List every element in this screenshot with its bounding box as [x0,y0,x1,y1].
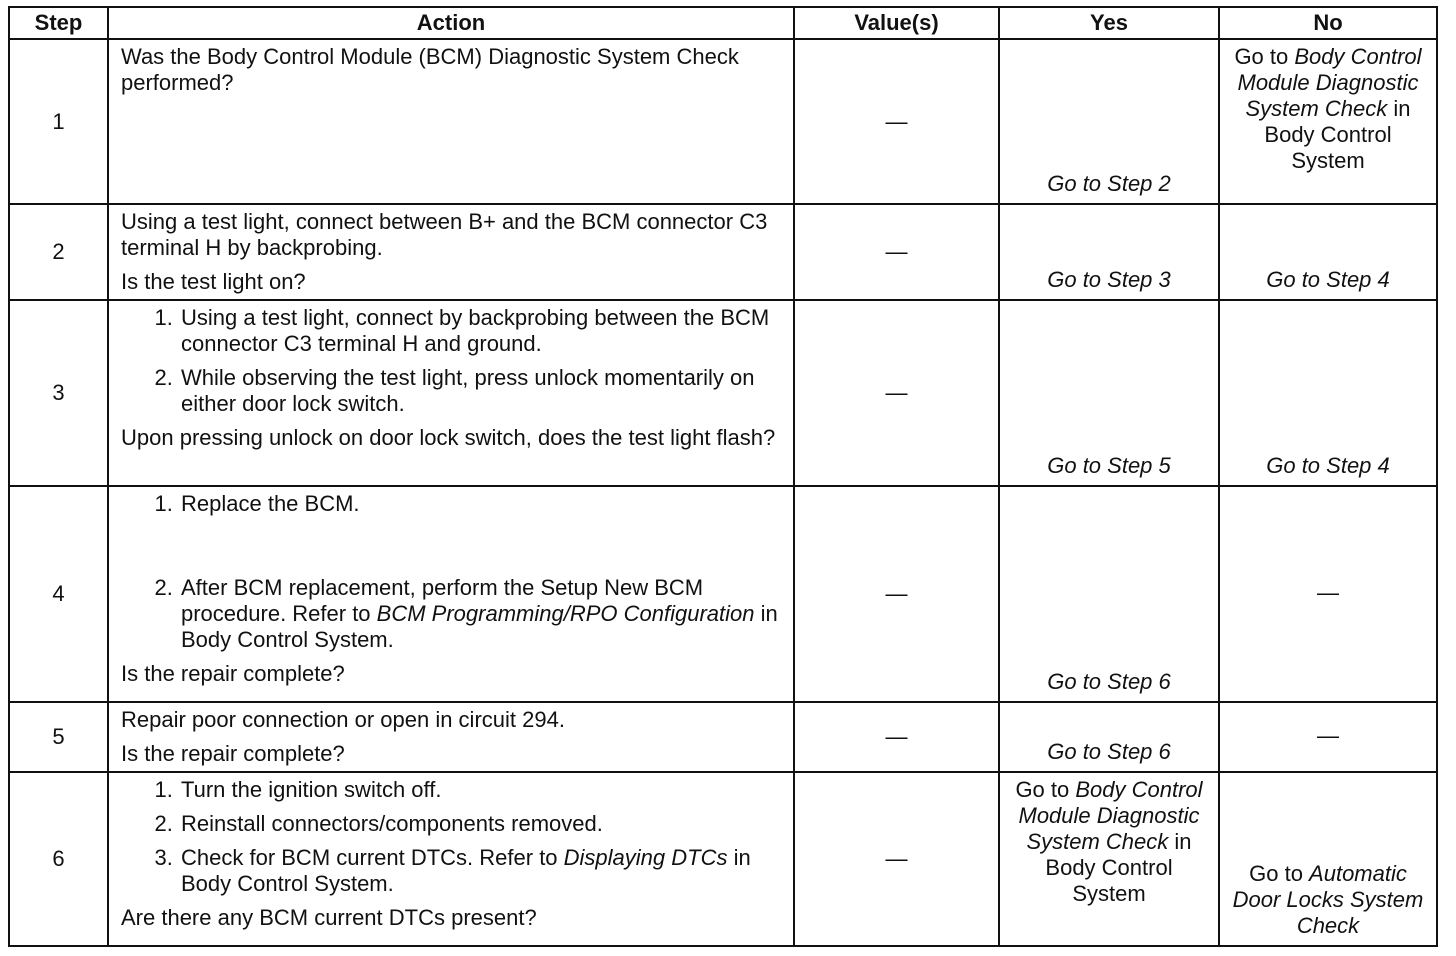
value-cell: — [794,204,999,300]
header-no: No [1219,7,1437,39]
yes-link[interactable]: Go to Step 6 [1047,669,1171,694]
list-item: 1. Replace the BCM. [179,491,783,517]
list-item [179,845,783,897]
action-question: Is the repair complete? [121,741,345,766]
header-action: Action [108,7,794,39]
table-row [9,204,1437,300]
yes-cell [999,300,1219,486]
step-number: 5 [9,702,108,772]
table-row [9,772,1437,946]
yes-link[interactable]: Body Control Module Diagnostic System Check [1018,777,1203,854]
item-suffix: in Body Control System. [181,601,778,652]
yes-suffix: in Body Control System [1045,829,1192,906]
yes-cell [999,486,1219,702]
no-prefix: Go to [1249,861,1310,886]
action-text: Using a test light, connect between B+ and the BCM connector C3 terminal H by backprobing. [121,209,768,260]
no-link[interactable]: Go to Step 4 [1266,453,1390,478]
yes-link[interactable]: Go to Step 3 [1047,267,1171,292]
yes-cell [999,204,1219,300]
yes-cell [999,772,1219,946]
value-cell: — [794,486,999,702]
no-cell [1219,204,1437,300]
action-cell [108,204,794,300]
value-cell: — [794,300,999,486]
no-cell: — [1219,486,1437,702]
yes-link[interactable]: Go to Step 5 [1047,453,1171,478]
diagnostic-table [8,6,1438,947]
item-prefix: Check for BCM current DTCs. Refer to [181,845,564,870]
list-item: 2. While observing the test light, press unlock momentarily on either door lock switch. [179,365,783,417]
action-steps-list [121,305,783,417]
reference-link[interactable]: BCM Programming/RPO Configuration [376,601,755,626]
yes-link[interactable]: Go to Step 6 [1047,739,1171,764]
no-cell: — [1219,702,1437,772]
no-cell [1219,300,1437,486]
value-cell: — [794,39,999,204]
action-steps-list [121,777,783,897]
no-prefix: Go to [1234,44,1295,69]
yes-cell [999,702,1219,772]
reference-link[interactable]: Displaying DTCs [563,845,728,870]
step-number: 3 [9,300,108,486]
list-item: 1. Using a test light, connect by backprobing between the BCM connector C3 terminal H and ground. [179,305,783,357]
table-row [9,300,1437,486]
header-step: Step [9,7,108,39]
yes-link[interactable]: Go to Step 2 [1047,171,1171,196]
step-number: 2 [9,204,108,300]
no-link[interactable]: Automatic Door Locks System Check [1232,861,1424,938]
item-suffix: in Body Control System. [181,845,751,896]
yes-prefix: Go to [1015,777,1076,802]
no-cell [1219,39,1437,204]
no-cell [1219,772,1437,946]
header-yes: Yes [999,7,1219,39]
action-cell [108,300,794,486]
value-cell: — [794,702,999,772]
item-prefix: After BCM replacement, perform the Setup New BCM procedure. Refer to [181,575,704,626]
action-cell [108,772,794,946]
action-question: Upon pressing unlock on door lock switch, does the test light flash? [121,425,776,450]
step-number: 1 [9,39,108,204]
step-number: 4 [9,486,108,702]
header-row [9,7,1437,39]
action-cell [108,486,794,702]
table-row [9,702,1437,772]
table-row [9,39,1437,204]
no-link[interactable]: Body Control Module Diagnostic System Check [1237,44,1422,121]
step-number: 6 [9,772,108,946]
list-item: 2. Reinstall connectors/components removed. [179,811,783,837]
header-value: Value(s) [794,7,999,39]
action-cell [108,702,794,772]
action-text: Was the Body Control Module (BCM) Diagnostic System Check performed? [121,44,739,95]
no-suffix: in Body Control System [1264,96,1411,173]
list-item [179,575,783,653]
yes-cell [999,39,1219,204]
list-item: 1. Turn the ignition switch off. [179,777,783,803]
no-link[interactable]: Go to Step 4 [1266,267,1390,292]
action-cell [108,39,794,204]
action-question: Is the test light on? [121,269,306,294]
action-steps-list [121,491,783,653]
value-cell: — [794,772,999,946]
action-text: Repair poor connection or open in circuit 294. [121,707,565,732]
action-question: Is the repair complete? [121,661,345,686]
action-question: Are there any BCM current DTCs present? [121,905,537,930]
table-row [9,486,1437,702]
